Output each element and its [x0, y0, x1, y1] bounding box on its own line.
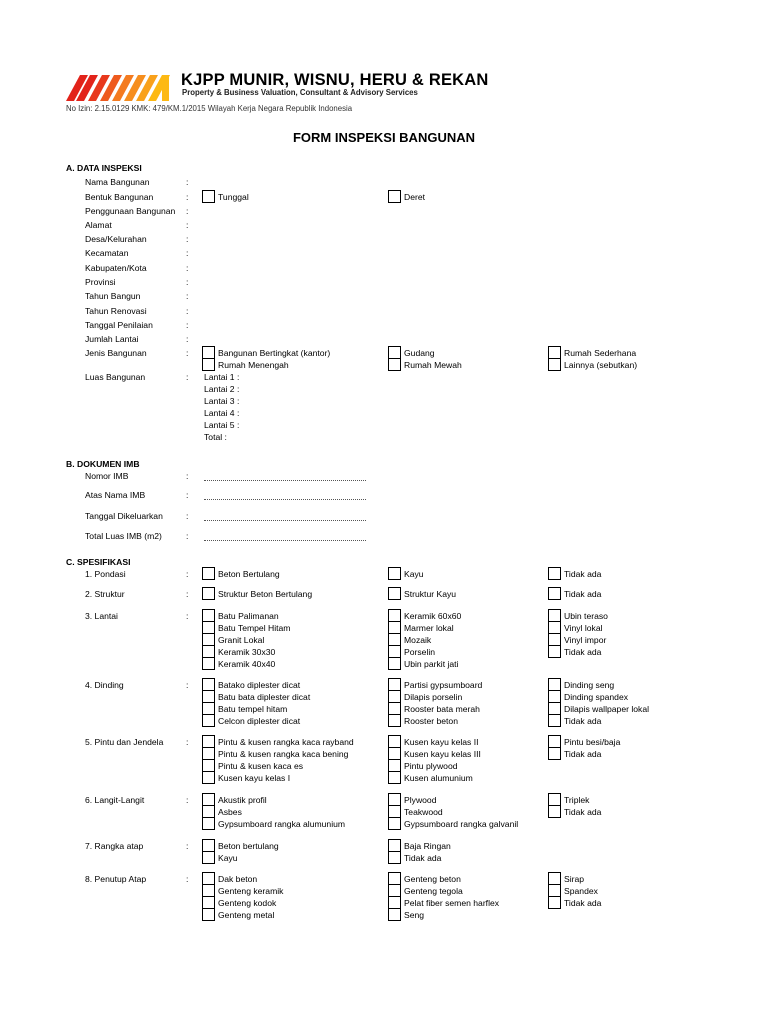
colon: :	[186, 291, 189, 301]
checkbox[interactable]	[202, 657, 215, 670]
checkbox[interactable]	[388, 771, 401, 784]
option-label: Rooster beton	[404, 716, 458, 726]
option-label: Kayu	[218, 853, 238, 863]
colon: :	[186, 177, 189, 187]
colon: :	[186, 192, 189, 202]
option-label: Mozaik	[404, 635, 432, 645]
checkbox[interactable]	[388, 657, 401, 670]
colon: :	[186, 531, 189, 541]
option-label: Kusen alumunium	[404, 773, 473, 783]
field-label: Penggunaan Bangunan	[85, 206, 176, 216]
option-label: Seng	[404, 910, 425, 920]
option-label: Gypsumboard rangka galvanil	[404, 819, 519, 829]
spec-label: 4. Dinding	[85, 680, 124, 690]
section-a-heading: A. DATA INSPEKSI	[66, 163, 142, 173]
checkbox[interactable]	[388, 908, 401, 921]
option-label: Rumah Mewah	[404, 360, 462, 370]
checkbox[interactable]	[388, 190, 401, 203]
option-label: Triplek	[564, 795, 590, 805]
option-label: Batu bata diplester dicat	[218, 692, 311, 702]
option-label: Vinyl lokal	[564, 623, 603, 633]
checkbox[interactable]	[388, 358, 401, 371]
checkbox[interactable]	[548, 567, 561, 580]
option-label: Beton bertulang	[218, 841, 279, 851]
option-label: Marmer lokal	[404, 623, 454, 633]
option-label: Keramik 40x40	[218, 659, 276, 669]
option-label: Tidak ada	[564, 589, 602, 599]
section-c-heading: C. SPESIFIKASI	[66, 557, 131, 567]
option-label: Partisi gypsumboard	[404, 680, 483, 690]
spec-label: 3. Lantai	[85, 611, 118, 621]
checkbox[interactable]	[202, 567, 215, 580]
company-tagline: Property & Business Valuation, Consultant & Advisory Services	[182, 88, 418, 97]
floor-area-line: Lantai 1 :	[204, 372, 240, 382]
option-label: Pintu plywood	[404, 761, 458, 771]
spec-label: 6. Langit-Langit	[85, 795, 145, 805]
checkbox[interactable]	[388, 587, 401, 600]
field-label: Nomor IMB	[85, 471, 129, 481]
checkbox[interactable]	[202, 908, 215, 921]
option-label: Genteng metal	[218, 910, 275, 920]
colon: :	[186, 841, 189, 851]
colon: :	[186, 206, 189, 216]
colon: :	[186, 471, 189, 481]
option-label: Rooster bata merah	[404, 704, 480, 714]
field-label: Jumlah Lantai	[85, 334, 139, 344]
colon: :	[186, 263, 189, 273]
field-label: Desa/Kelurahan	[85, 234, 147, 244]
option-label: Batu Palimanan	[218, 611, 279, 621]
option-label: Porselin	[404, 647, 436, 657]
option-label: Tidak ada	[564, 716, 602, 726]
checkbox[interactable]	[202, 714, 215, 727]
spec-label: 1. Pondasi	[85, 569, 126, 579]
checkbox[interactable]	[202, 817, 215, 830]
mwh-logo-icon	[66, 72, 178, 102]
field-label: Bentuk Bangunan	[85, 192, 154, 202]
checkbox[interactable]	[548, 645, 561, 658]
colon: :	[186, 490, 189, 500]
field-label: Jenis Bangunan	[85, 348, 147, 358]
option-label: Keramik 60x60	[404, 611, 462, 621]
field-label: Provinsi	[85, 277, 116, 287]
field-label: Tahun Bangun	[85, 291, 141, 301]
field-label: Alamat	[85, 220, 112, 230]
dotted-input-line[interactable]	[204, 499, 366, 500]
option-label: Plywood	[404, 795, 437, 805]
option-label: Struktur Beton Bertulang	[218, 589, 313, 599]
floor-area-line: Lantai 4 :	[204, 408, 240, 418]
field-label: Kabupaten/Kota	[85, 263, 147, 273]
checkbox[interactable]	[388, 851, 401, 864]
colon: :	[186, 680, 189, 690]
field-label: Nama Bangunan	[85, 177, 150, 187]
option-label: Tidak ada	[564, 647, 602, 657]
option-label: Vinyl impor	[564, 635, 607, 645]
floor-area-line: Lantai 2 :	[204, 384, 240, 394]
colon: :	[186, 334, 189, 344]
field-label: Total Luas IMB (m2)	[85, 531, 162, 541]
option-label: Pelat fiber semen harflex	[404, 898, 500, 908]
checkbox[interactable]	[548, 747, 561, 760]
dotted-input-line[interactable]	[204, 480, 366, 481]
dotted-input-line[interactable]	[204, 520, 366, 521]
company-name: KJPP MUNIR, WISNU, HERU & REKAN	[181, 71, 489, 89]
option-label: Pintu besi/baja	[564, 737, 621, 747]
option-label: Kusen kayu kelas III	[404, 749, 481, 759]
checkbox[interactable]	[388, 567, 401, 580]
colon: :	[186, 569, 189, 579]
option-label: Kayu	[404, 569, 424, 579]
option-label: Sirap	[564, 874, 585, 884]
checkbox[interactable]	[202, 190, 215, 203]
option-label: Keramik 30x30	[218, 647, 276, 657]
checkbox[interactable]	[548, 805, 561, 818]
option-label: Genteng keramik	[218, 886, 284, 896]
checkbox[interactable]	[388, 817, 401, 830]
option-label: Kusen kayu kelas II	[404, 737, 479, 747]
colon: :	[186, 248, 189, 258]
option-label: Tidak ada	[564, 569, 602, 579]
option-label: Baja Ringan	[404, 841, 451, 851]
option-label: Dak beton	[218, 874, 258, 884]
option-label: Lainnya (sebutkan)	[564, 360, 638, 370]
field-label: Kecamatan	[85, 248, 129, 258]
option-label: Pintu & kusen kaca es	[218, 761, 304, 771]
colon: :	[186, 511, 189, 521]
option-label: Pintu & kusen rangka kaca bening	[218, 749, 349, 759]
option-label: Pintu & kusen rangka kaca rayband	[218, 737, 354, 747]
option-label: Tunggal	[218, 192, 249, 202]
option-label: Asbes	[218, 807, 242, 817]
option-label: Akustik profil	[218, 795, 267, 805]
colon: :	[186, 306, 189, 316]
option-label: Tidak ada	[404, 853, 442, 863]
option-label: Rumah Menengah	[218, 360, 289, 370]
dotted-input-line[interactable]	[204, 540, 366, 541]
option-label: Celcon diplester dicat	[218, 716, 301, 726]
checkbox[interactable]	[388, 714, 401, 727]
checkbox[interactable]	[548, 896, 561, 909]
option-label: Granit Lokal	[218, 635, 265, 645]
colon: :	[186, 589, 189, 599]
colon: :	[186, 874, 189, 884]
form-title: FORM INSPEKSI BANGUNAN	[292, 130, 475, 145]
floor-area-line: Lantai 5 :	[204, 420, 240, 430]
colon: :	[186, 611, 189, 621]
option-label: Kusen kayu kelas I	[218, 773, 291, 783]
colon: :	[186, 737, 189, 747]
checkbox[interactable]	[202, 358, 215, 371]
option-label: Deret	[404, 192, 426, 202]
section-b-heading: B. DOKUMEN IMB	[66, 459, 140, 469]
field-label: Atas Nama IMB	[85, 490, 146, 500]
option-label: Bangunan Bertingkat (kantor)	[218, 348, 331, 358]
option-label: Batu tempel hitam	[218, 704, 288, 714]
checkbox[interactable]	[548, 358, 561, 371]
colon: :	[186, 348, 189, 358]
option-label: Beton Bertulang	[218, 569, 280, 579]
checkbox[interactable]	[202, 587, 215, 600]
colon: :	[186, 277, 189, 287]
colon: :	[186, 795, 189, 805]
option-label: Tidak ada	[564, 807, 602, 817]
option-label: Gypsumboard rangka alumunium	[218, 819, 346, 829]
option-label: Dilapis porselin	[404, 692, 463, 702]
option-label: Genteng kodok	[218, 898, 277, 908]
option-label: Dinding spandex	[564, 692, 629, 702]
field-label: Luas Bangunan	[85, 372, 146, 382]
field-label: Tanggal Penilaian	[85, 320, 153, 330]
colon: :	[186, 320, 189, 330]
checkbox[interactable]	[548, 714, 561, 727]
option-label: Batako diplester dicat	[218, 680, 301, 690]
checkbox[interactable]	[548, 587, 561, 600]
option-label: Tidak ada	[564, 898, 602, 908]
checkbox[interactable]	[202, 771, 215, 784]
option-label: Ubin teraso	[564, 611, 608, 621]
license-line: No Izin: 2.15.0129 KMK: 479/KM.1/2015 Wilayah Kerja Negara Republik Indonesia	[66, 104, 353, 113]
option-label: Teakwood	[404, 807, 443, 817]
option-label: Dilapis wallpaper lokal	[564, 704, 650, 714]
colon: :	[186, 234, 189, 244]
field-label: Tahun Renovasi	[85, 306, 147, 316]
option-label: Rumah Sederhana	[564, 348, 637, 358]
option-label: Genteng beton	[404, 874, 461, 884]
option-label: Tidak ada	[564, 749, 602, 759]
floor-area-total: Total :	[204, 432, 227, 442]
spec-label: 5. Pintu dan Jendela	[85, 737, 164, 747]
spec-label: 2. Struktur	[85, 589, 125, 599]
spec-label: 7. Rangka atap	[85, 841, 144, 851]
checkbox[interactable]	[202, 851, 215, 864]
option-label: Batu Tempel Hitam	[218, 623, 291, 633]
option-label: Ubin parkit jati	[404, 659, 459, 669]
option-label: Spandex	[564, 886, 598, 896]
floor-area-line: Lantai 3 :	[204, 396, 240, 406]
colon: :	[186, 220, 189, 230]
colon: :	[186, 372, 189, 382]
spec-label: 8. Penutup Atap	[85, 874, 147, 884]
option-label: Gudang	[404, 348, 435, 358]
option-label: Dinding seng	[564, 680, 615, 690]
option-label: Struktur Kayu	[404, 589, 457, 599]
option-label: Genteng tegola	[404, 886, 463, 896]
field-label: Tanggal Dikeluarkan	[85, 511, 163, 521]
